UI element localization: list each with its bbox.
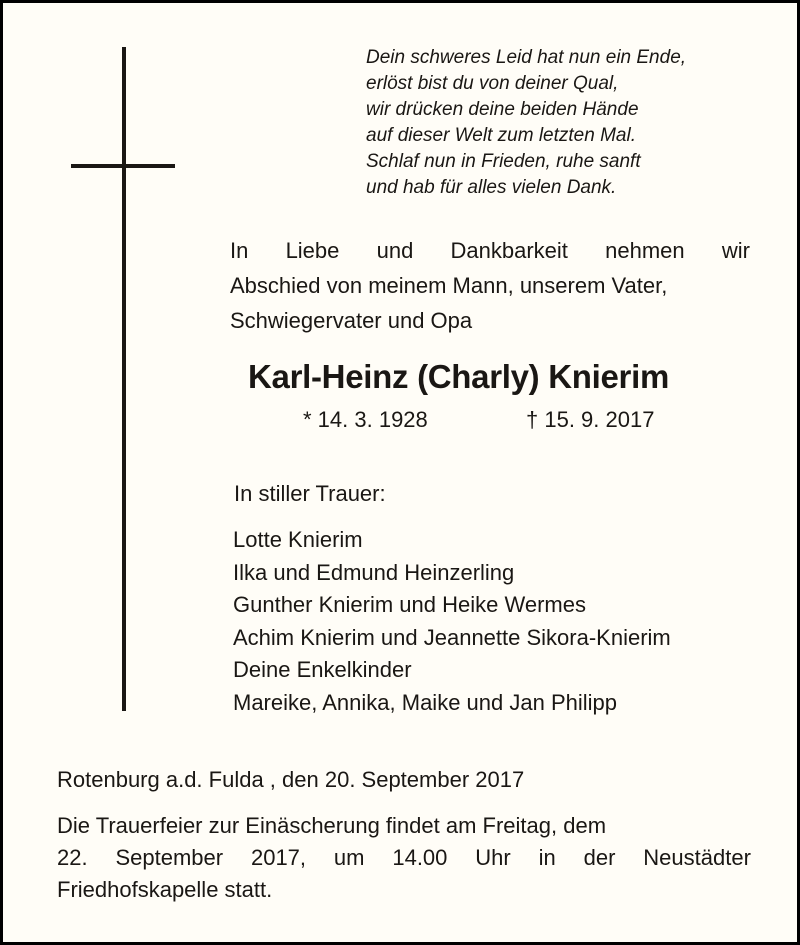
intro-word: und [376, 238, 414, 263]
intro-word: In [230, 238, 249, 263]
service-word: September [115, 845, 224, 870]
death-date: † 15. 9. 2017 [526, 407, 655, 432]
mourner-item: Gunther Knierim und Heike Wermes [233, 592, 586, 617]
intro-word: wir [721, 238, 750, 263]
intro-word: Liebe [285, 238, 340, 263]
poem-line: Dein schweres Leid hat nun ein Ende, [366, 47, 687, 68]
intro-line-2: Abschied von meinem Mann, unserem Vater, [230, 273, 668, 298]
service-word: 22. [57, 845, 88, 870]
service-word: 14.00 [392, 845, 448, 870]
service-word: der [583, 845, 616, 870]
service-word: in [538, 845, 556, 870]
mourner-item: Lotte Knierim [233, 527, 363, 552]
intro-line-1 [230, 233, 750, 268]
place-and-date: Rotenburg a.d. Fulda , den 20. September 2017 [57, 767, 525, 792]
poem-line: und hab für alles vielen Dank. [366, 177, 617, 198]
mourner-item: Achim Knierim und Jeannette Sikora-Knierim [233, 624, 671, 650]
service-word: Neustädter [643, 845, 751, 870]
service-word: um [333, 845, 365, 870]
mourner-item: Mareike, Annika, Maike und Jan Philipp [233, 689, 617, 715]
service-word: Uhr [475, 845, 511, 870]
funeral-service-info [57, 810, 751, 906]
poem-line: wir drücken deine beiden Hände [366, 99, 639, 120]
service-line-1: Die Trauerfeier zur Einäscherung findet am Freitag, dem [57, 813, 607, 838]
poem-line: Schlaf nun in Frieden, ruhe sanft [366, 151, 641, 172]
intro-word: nehmen [605, 238, 685, 263]
mourner-item: Ilka und Edmund Heinzerling [233, 559, 515, 585]
poem-line: auf dieser Welt zum letzten Mal. [366, 125, 636, 146]
poem [366, 45, 766, 201]
intro-word: Dankbarkeit [450, 238, 568, 263]
mourners-list [233, 524, 671, 719]
service-line-3: Friedhofskapelle statt. [57, 877, 273, 902]
service-word: 2017, [250, 845, 307, 870]
mourner-item: Deine Enkelkinder [233, 657, 412, 682]
birth-date: * 14. 3. 1928 [303, 407, 428, 432]
deceased-name: Karl-Heinz (Charly) Knierim [248, 358, 669, 395]
cross-vertical-bar [122, 47, 126, 711]
service-line-2 [57, 842, 751, 874]
intro-line-3: Schwiegervater und Opa [230, 308, 473, 333]
cross-horizontal-bar [71, 164, 175, 168]
mourning-heading: In stiller Trauer: [234, 481, 386, 506]
poem-line: erlöst bist du von deiner Qual, [366, 73, 619, 94]
intro-text [230, 233, 750, 338]
